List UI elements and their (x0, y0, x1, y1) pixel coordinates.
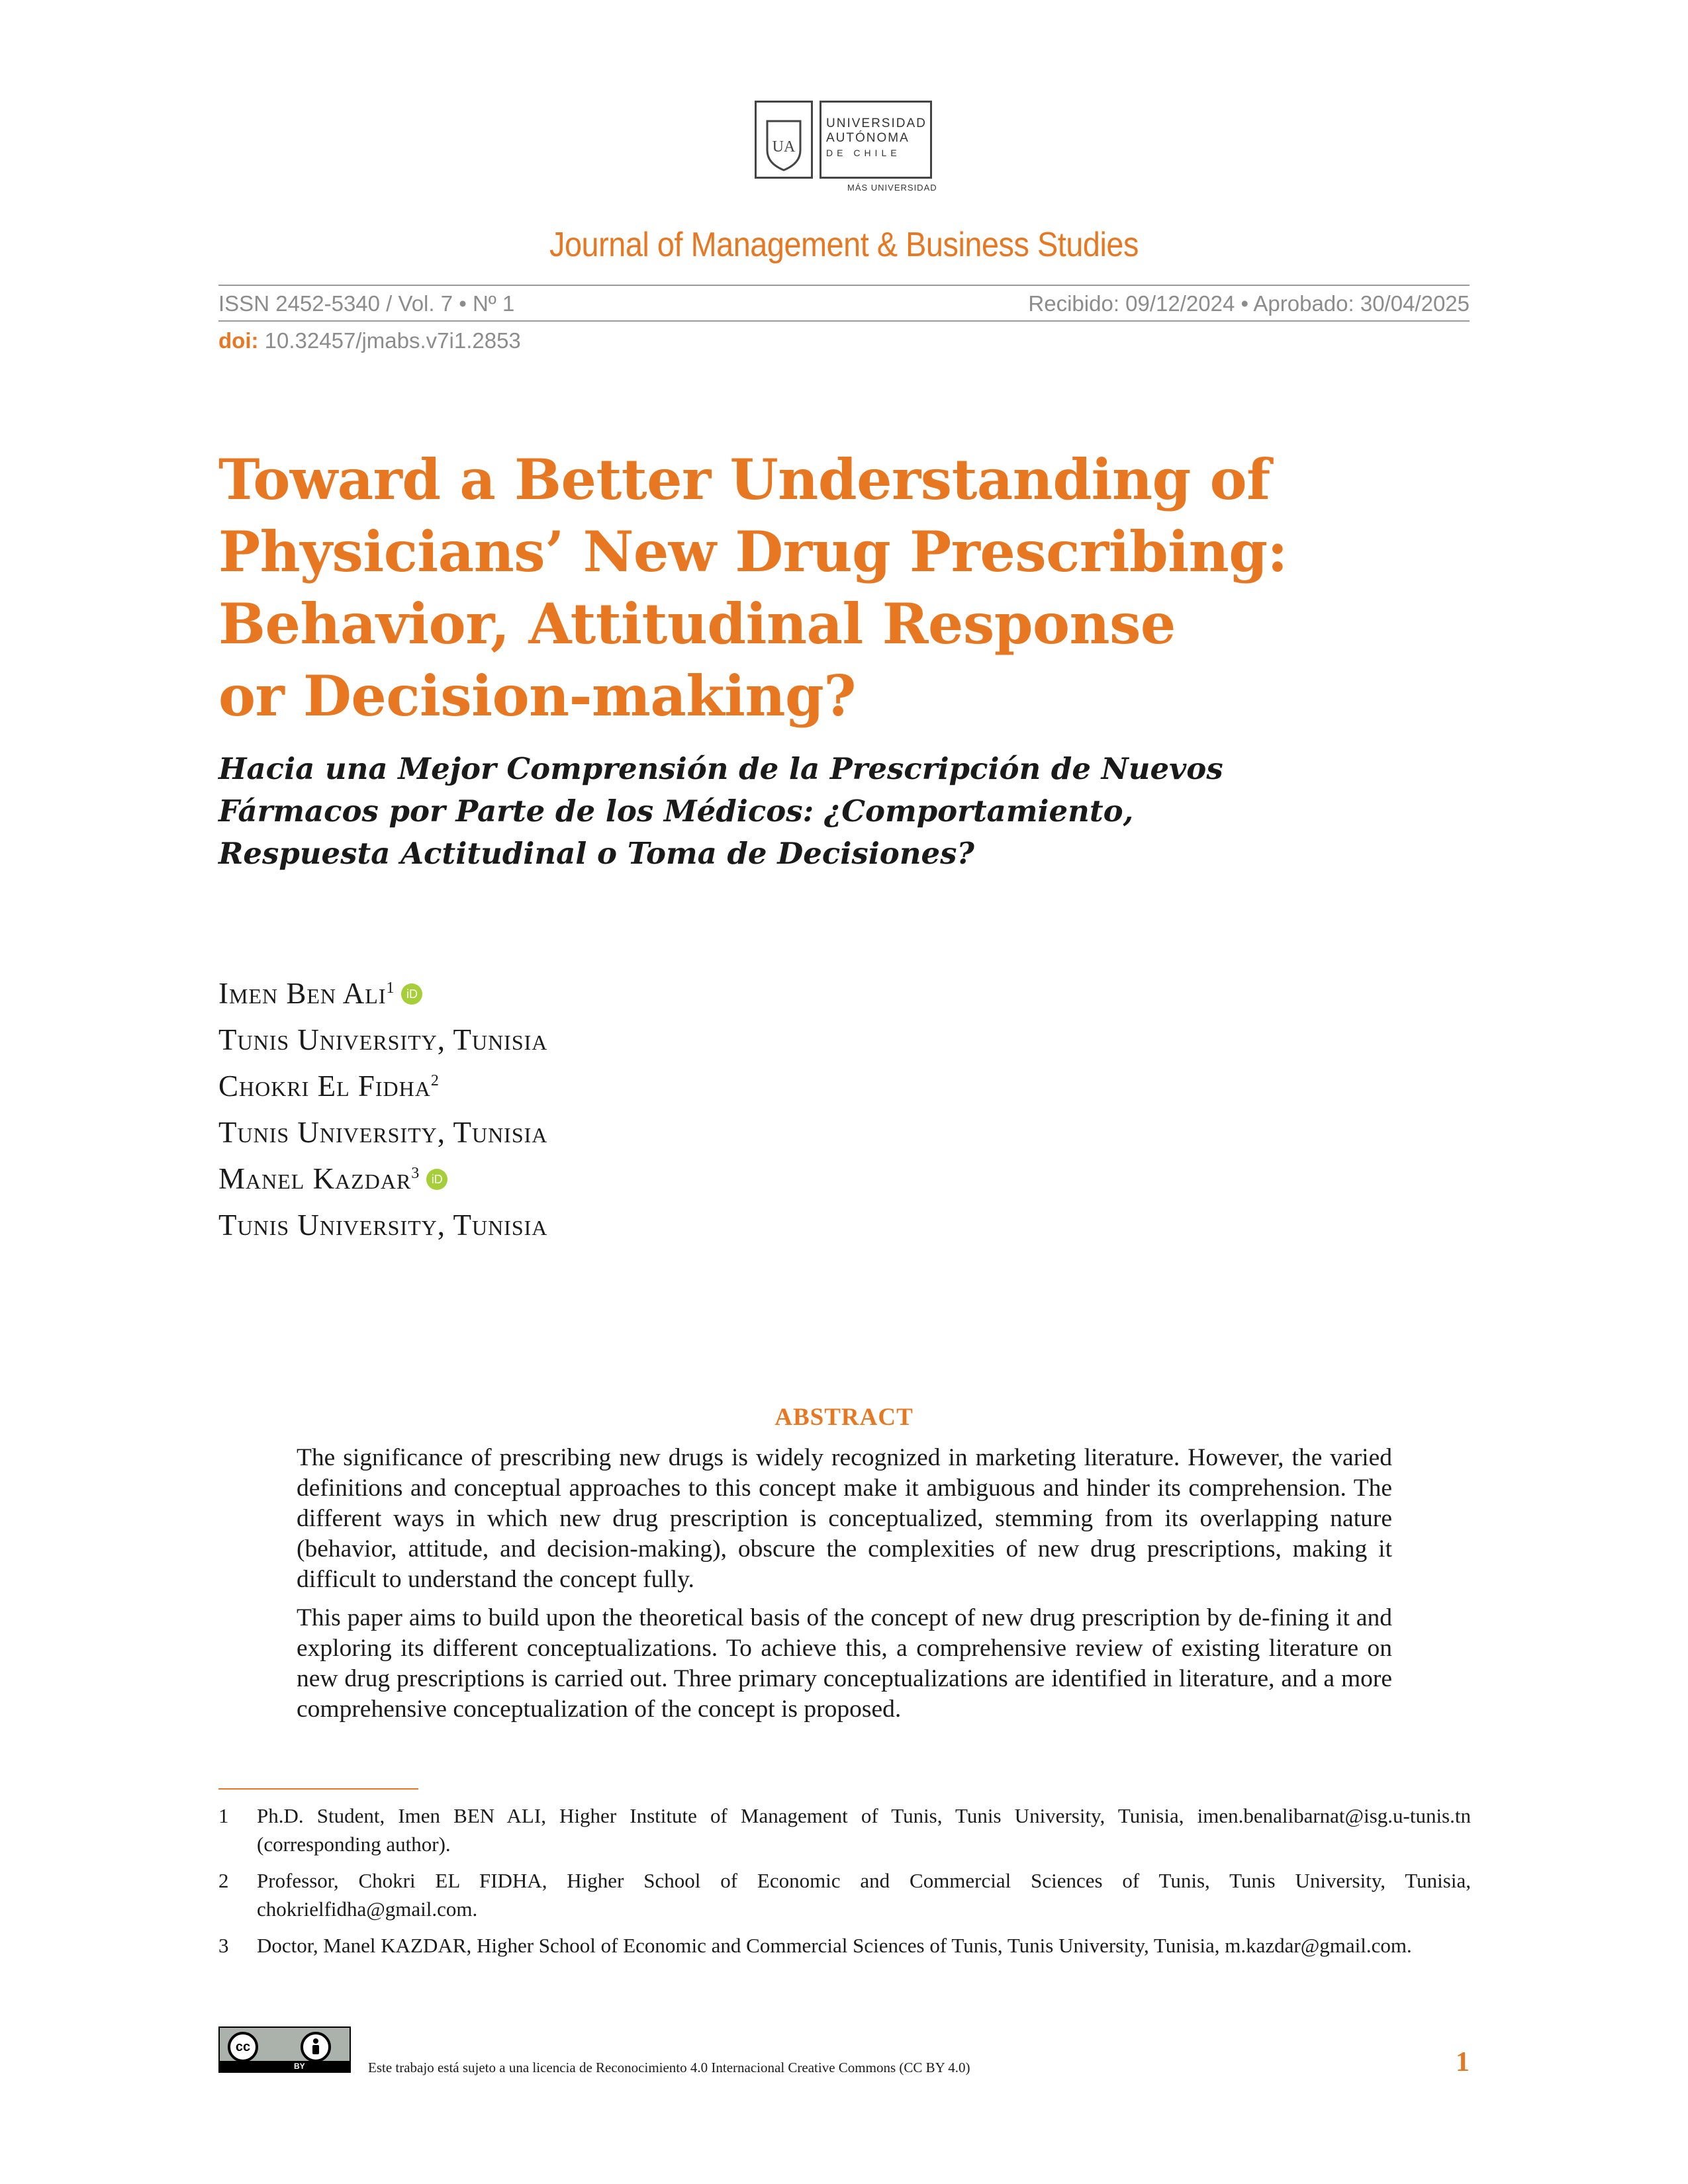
article-title (218, 443, 1476, 732)
received-approved-dates: Recibido: 09/12/2024 • Aprobado: 30/04/2025 (1028, 291, 1470, 316)
author-name-text: Manel Kazdar (218, 1162, 412, 1195)
author-affiliation: Tunis University, Tunisia (218, 1116, 548, 1149)
doi-label: doi: (218, 328, 259, 353)
footnote-mark: 3 (411, 1165, 420, 1182)
subtitle-line: Fármacos por Parte de los Médicos: ¿Comportamiento, (218, 794, 1134, 829)
article-subtitle-spanish (218, 748, 1476, 875)
abstract-paragraph: This paper aims to build upon the theoretical basis of the concept of new drug prescription by de-fining it and exploring its different conceptualizations. To achieve this, a comprehensive review of existing literature on new drug prescriptions is carried out. Three primary conceptualizations are identified in literature, and a more comprehensive conceptualization of the concept is proposed. (297, 1604, 1392, 1723)
svg-text:UA: UA (772, 138, 796, 156)
footnote-number: 3 (218, 1934, 229, 1957)
doi-link[interactable]: 10.32457/jmabs.v7i1.2853 (264, 328, 521, 353)
issn-volume: ISSN 2452-5340 / Vol. 7 • Nº 1 (218, 291, 515, 316)
logo-line-2: AUTÓNOMA (826, 131, 910, 145)
title-line: or Decision-making? (218, 663, 856, 729)
author-list (218, 970, 547, 1248)
cc-badge-label-bar (220, 2061, 350, 2071)
footnote-number: 2 (218, 1869, 229, 1892)
abstract-heading: ABSTRACT (774, 1404, 914, 1431)
footnote-mark: 2 (430, 1072, 440, 1089)
subtitle-line: Respuesta Actitudinal o Toma de Decisiones? (218, 836, 974, 871)
header-rule-top (218, 285, 1470, 286)
subtitle-line: Hacia una Mejor Comprensión de la Prescripción de Nuevos (218, 751, 1223, 786)
footnote (218, 1931, 1471, 1960)
university-name (826, 116, 929, 160)
author-name (218, 1156, 547, 1202)
header-rule-bottom (218, 320, 1470, 322)
cc-by-label: BY (294, 2062, 305, 2071)
footnote-text: Doctor, Manel KAZDAR, Higher School of Economic and Commercial Sciences of Tunis, Tunis University, Tunisia, m.kazdar@gmail.com. (257, 1934, 1412, 1957)
author-affiliation: Tunis University, Tunisia (218, 1023, 548, 1056)
author-affiliation: Tunis University, Tunisia (218, 1208, 548, 1242)
footnote-mark: 1 (386, 979, 395, 997)
license-statement: Este trabajo está sujeto a una licencia de Reconocimiento 4.0 Internacional Creative Commons (CC BY 4.0) (368, 2060, 970, 2075)
doi (218, 328, 521, 353)
university-logo (755, 101, 937, 193)
footnote-text: Ph.D. Student, Imen BEN ALI, Higher Institute of Management of Tunis, Tunis University, Tunisia, imen.benalibarnat@isg.u-tunis.tn (corresponding author). (257, 1804, 1471, 1856)
university-seal-icon (755, 101, 813, 179)
title-line: Toward a Better Understanding of (218, 447, 1270, 512)
footnote (218, 1866, 1471, 1923)
author-name-text: Chokri El Fidha (218, 1069, 431, 1103)
abstract-body (297, 1443, 1392, 1733)
footnote-number: 1 (218, 1804, 229, 1827)
title-line: Behavior, Attitudinal Response (218, 591, 1176, 657)
logo-line-3: DE CHILE (826, 148, 901, 158)
footnote-text: Professor, Chokri EL FIDHA, Higher School of Economic and Commercial Sciences of Tunis, Tunis University, Tunisia, chokrielfidha@gmail.com. (257, 1869, 1471, 1921)
abstract-paragraph: The significance of prescribing new drugs is widely recognized in marketing literature. However, the varied definitions and conceptual approaches to this concept make it ambiguous and hinder its comprehension. The different ways in which new drug prescription is conceptualized, stemming from its overlapping nature (behavior, attitude, and decision-making), obscure the complexities of new drug prescriptions, making it difficult to understand the concept fully. (297, 1444, 1392, 1593)
author-name (218, 970, 547, 1017)
footnote (218, 1801, 1471, 1858)
orcid-icon[interactable]: iD (401, 983, 422, 1005)
page-number: 1 (1456, 2047, 1470, 2077)
author-name-text: Imen Ben Ali (218, 977, 387, 1010)
logo-tagline: MÁS UNIVERSIDAD (847, 183, 937, 193)
author-name (218, 1063, 547, 1109)
cc-by-license-badge[interactable] (218, 2026, 351, 2073)
journal-title: Journal of Management & Business Studies (549, 226, 1139, 264)
footnotes (218, 1801, 1471, 1968)
logo-line-1: UNIVERSIDAD (826, 116, 927, 130)
attribution-person-icon (301, 2032, 331, 2062)
title-line: Physicians’ New Drug Prescribing: (218, 519, 1288, 584)
footnote-rule (218, 1788, 418, 1790)
creative-commons-icon: cc (228, 2032, 258, 2062)
orcid-icon[interactable]: iD (426, 1169, 447, 1190)
